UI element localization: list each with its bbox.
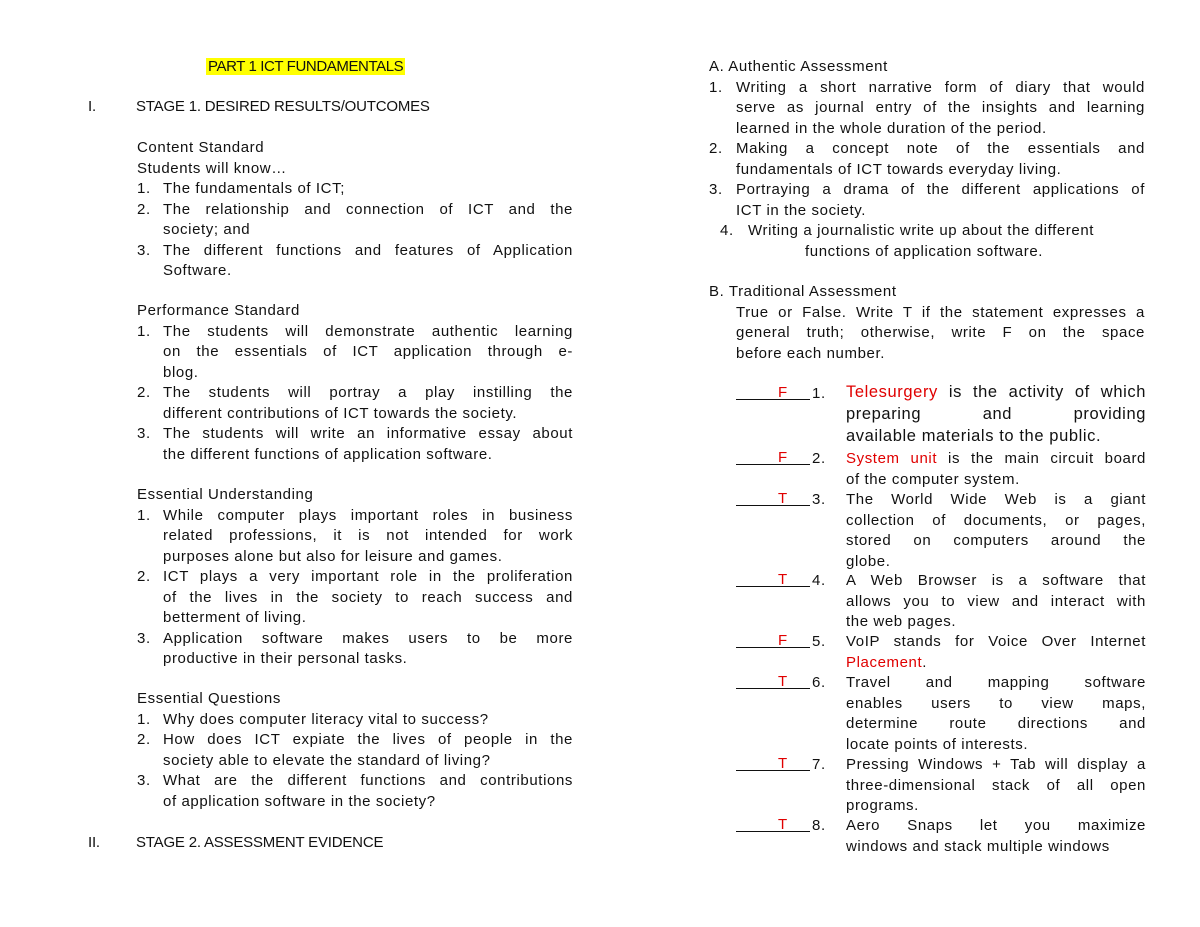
question-number: 7. <box>812 756 826 773</box>
content-standard-heading: Content Standard <box>137 139 265 156</box>
list-item-line: blog. <box>163 363 199 381</box>
list-number: 2. <box>137 568 151 585</box>
instructions-line: general truth; otherwise, write F on the space <box>736 324 1145 341</box>
list-item-line: Software. <box>163 262 232 279</box>
answer-line <box>736 674 810 689</box>
question-line: The World Wide Web is a giant <box>846 491 1146 508</box>
authentic-heading: A. Authentic Assessment <box>709 58 888 75</box>
question-line <box>846 383 1146 402</box>
question-line: of the computer system. <box>846 470 1020 488</box>
list-number: 3. <box>709 181 723 198</box>
list-number: 3. <box>137 241 151 259</box>
list-number: 1. <box>137 180 151 197</box>
answer-line <box>736 572 810 587</box>
question-text: . <box>922 653 928 671</box>
list-item-line: betterment of living. <box>163 609 307 626</box>
answer-line <box>736 491 810 506</box>
question-line: Pressing Windows + Tab will display a <box>846 756 1146 773</box>
performance-standard-heading: Performance Standard <box>137 302 300 319</box>
question-line: Travel and mapping software <box>846 674 1146 691</box>
question-line: preparing and providing <box>846 405 1146 423</box>
question-term: Placement <box>846 653 923 671</box>
list-item-line: productive in their personal tasks. <box>163 650 408 667</box>
page-title: PART 1 ICT FUNDAMENTALS <box>208 58 404 75</box>
list-number: 2. <box>709 140 723 157</box>
question-number: 6. <box>812 674 826 691</box>
essential-questions-heading: Essential Questions <box>137 690 281 707</box>
question-line: available materials to the public. <box>846 427 1102 445</box>
answer-blank <box>736 674 810 693</box>
list-item-line: related professions, it is not intended for work <box>163 527 573 544</box>
question-term: System unit <box>846 450 938 467</box>
question-term: Telesurgery <box>846 383 938 401</box>
list-number: 1. <box>137 710 151 728</box>
question-line <box>846 450 1146 467</box>
answer-line <box>736 633 810 648</box>
instructions-line: True or False. Write T if the statement expresses a <box>736 303 1145 321</box>
list-item-line: serve as journal entry of the insights and learning <box>736 99 1145 116</box>
list-item-line: How does ICT expiate the lives of people in the <box>163 731 573 748</box>
essential-understanding-heading: Essential Understanding <box>137 486 314 503</box>
list-number: 1. <box>709 78 723 96</box>
question-line: enables users to view maps, <box>846 694 1146 712</box>
list-item-line: The students will write an informative essay about <box>163 425 573 442</box>
list-item-line: functions of application software. <box>805 242 1044 260</box>
list-item-line: learned in the whole duration of the period. <box>736 119 1047 137</box>
question-number: 5. <box>812 633 826 650</box>
list-number: 1. <box>137 506 151 524</box>
list-number: 1. <box>137 322 151 340</box>
list-item-line: The students will portray a play instilling the <box>163 384 573 401</box>
question-text: is the main circuit board <box>937 450 1146 467</box>
question-number: 8. <box>812 817 826 834</box>
answer-blank <box>736 817 810 836</box>
stage2-numeral: II. <box>88 834 100 851</box>
list-item-line: Making a concept note of the essentials and <box>736 140 1145 157</box>
list-number: 3. <box>137 425 151 442</box>
question-number: 3. <box>812 491 826 508</box>
list-number: 2. <box>137 384 151 401</box>
content-standard-intro: Students will know… <box>137 159 287 177</box>
question-line: A Web Browser is a software that <box>846 572 1146 589</box>
list-item-line: society; and <box>163 221 251 238</box>
answer-line <box>736 450 810 465</box>
list-item-line: What are the different functions and contributions <box>163 772 573 789</box>
list-item-line: fundamentals of ICT towards everyday living. <box>736 160 1062 178</box>
question-number: 4. <box>812 572 826 589</box>
question-number: 2. <box>812 450 826 467</box>
answer-value: F <box>778 632 788 649</box>
question-line: three-dimensional stack of all open <box>846 776 1146 794</box>
stage1-label: STAGE 1. DESIRED RESULTS/OUTCOMES <box>136 98 430 115</box>
question-line: windows and stack multiple windows <box>846 837 1110 855</box>
list-item-line: Why does computer literacy vital to success? <box>163 710 489 728</box>
answer-value: T <box>778 490 788 507</box>
question-line: globe. <box>846 552 891 570</box>
question-line: determine route directions and <box>846 715 1146 732</box>
list-item-line: Writing a short narrative form of diary that would <box>736 78 1145 96</box>
stage2-label: STAGE 2. ASSESSMENT EVIDENCE <box>136 834 384 851</box>
answer-value: T <box>778 673 788 690</box>
answer-blank <box>736 491 810 510</box>
list-number: 3. <box>137 629 151 647</box>
list-number: 4. <box>720 222 734 239</box>
list-item-line: The different functions and features of Application <box>163 241 573 259</box>
answer-blank <box>736 385 810 404</box>
answer-value: F <box>778 449 788 466</box>
list-item-line: The relationship and connection of ICT and the <box>163 200 573 218</box>
list-number: 2. <box>137 731 151 748</box>
list-item-line: The students will demonstrate authentic learning <box>163 322 573 340</box>
list-item-line: purposes alone but also for leisure and games. <box>163 547 503 565</box>
answer-value: T <box>778 816 788 833</box>
answer-line <box>736 817 810 832</box>
list-item-line: of application software in the society? <box>163 792 436 810</box>
question-line <box>846 654 927 671</box>
answer-blank <box>736 756 810 775</box>
list-number: 2. <box>137 200 151 218</box>
question-line: stored on computers around the <box>846 532 1146 549</box>
list-item-line: ICT in the society. <box>736 201 867 219</box>
question-line: locate points of interests. <box>846 735 1029 753</box>
list-item-line: ICT plays a very important role in the proliferation <box>163 568 573 585</box>
list-item-line: different contributions of ICT towards the society. <box>163 404 518 422</box>
stage1-heading: I. <box>88 98 96 115</box>
list-item-line: The fundamentals of ICT; <box>163 180 345 197</box>
question-line: the web pages. <box>846 613 957 630</box>
list-item-line: While computer plays important roles in business <box>163 506 573 524</box>
list-item-line: Application software makes users to be more <box>163 629 573 647</box>
question-number: 1. <box>812 385 826 402</box>
list-item-line: on the essentials of ICT application through e- <box>163 343 573 360</box>
list-item-line: the different functions of application software. <box>163 445 493 463</box>
traditional-heading: B. Traditional Assessment <box>709 283 897 300</box>
answer-value: T <box>778 571 788 588</box>
answer-value: T <box>778 755 788 772</box>
list-item-line: Writing a journalistic write up about the different <box>748 222 1095 239</box>
question-line: programs. <box>846 797 919 814</box>
answer-blank <box>736 450 810 469</box>
question-line: allows you to view and interact with <box>846 592 1146 610</box>
answer-line <box>736 385 810 400</box>
answer-blank <box>736 572 810 591</box>
list-item-line: Portraying a drama of the different applications of <box>736 181 1145 198</box>
question-line: VoIP stands for Voice Over Internet <box>846 633 1146 650</box>
question-line: collection of documents, or pages, <box>846 511 1146 529</box>
instructions-line: before each number. <box>736 344 885 362</box>
question-text: is the activity of which <box>937 383 1146 401</box>
answer-value: F <box>778 384 788 401</box>
list-item-line: society able to elevate the standard of living? <box>163 751 491 769</box>
answer-blank <box>736 633 810 652</box>
list-item-line: of the lives in the society to reach success and <box>163 588 573 606</box>
list-number: 3. <box>137 772 151 789</box>
question-line: Aero Snaps let you maximize <box>846 817 1146 834</box>
answer-line <box>736 756 810 771</box>
